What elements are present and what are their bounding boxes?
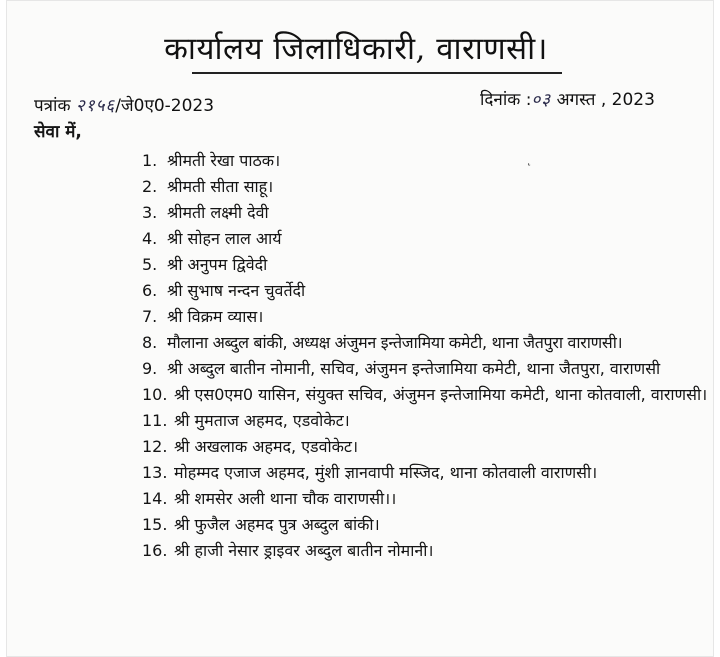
date-prefix: दिनांक : bbox=[480, 90, 532, 110]
document-page bbox=[6, 0, 714, 657]
list-item-number: 5. bbox=[142, 255, 158, 274]
list-item bbox=[142, 408, 708, 434]
list-item-number: 15. bbox=[142, 515, 168, 534]
list-item bbox=[142, 538, 708, 564]
list-item bbox=[142, 512, 708, 538]
list-item-text: श्रीमती सीता साहू। bbox=[167, 177, 274, 196]
list-item-text: श्रीमती रेखा पाठक। bbox=[167, 151, 281, 170]
list-item-number: 6. bbox=[142, 281, 158, 300]
list-item-number: 13. bbox=[142, 463, 168, 482]
salutation: सेवा में, bbox=[34, 122, 82, 142]
list-item bbox=[142, 148, 708, 174]
list-item-number: 10. bbox=[142, 385, 168, 404]
list-item-text: श्रीमती लक्ष्मी देवी bbox=[167, 203, 269, 222]
list-item bbox=[142, 356, 708, 382]
list-item bbox=[142, 200, 708, 226]
list-item-text: श्री सोहन लाल आर्य bbox=[167, 229, 282, 248]
list-item bbox=[142, 226, 708, 252]
list-item-number: 7. bbox=[142, 307, 158, 326]
list-item-text: मोहम्मद एजाज अहमद, मुंशी ज्ञानवापी मस्जिद, थाना कोतवाली वाराणसी। bbox=[174, 463, 598, 482]
list-item-text: श्री एस0एम0 यासिन, संयुक्त सचिव, अंजुमन इन्तेजामिया कमेटी, थाना कोतवाली, वाराणसी। bbox=[174, 385, 708, 404]
list-item-number: 9. bbox=[142, 359, 158, 378]
date-handwritten: ०३ bbox=[531, 90, 552, 110]
list-item-number: 2. bbox=[142, 177, 158, 196]
list-item-text: श्री शमसेर अली थाना चौक वाराणसी।। bbox=[174, 489, 397, 508]
letter-number bbox=[34, 95, 214, 117]
list-item-number: 16. bbox=[142, 541, 168, 560]
letter-number-prefix: पत्रांक bbox=[34, 96, 71, 116]
list-item-text: श्री सुभाष नन्दन चुवर्तेदी bbox=[167, 281, 306, 300]
list-item bbox=[142, 174, 708, 200]
list-item-text: श्री हाजी नेसार ड्राइवर अब्दुल बातीन नोमानी। bbox=[174, 541, 434, 560]
list-item-number: 1. bbox=[142, 151, 158, 170]
list-item-text: श्री फुजैल अहमद पुत्र अब्दुल बांकी। bbox=[174, 515, 380, 534]
recipient-list bbox=[142, 148, 708, 564]
list-item bbox=[142, 486, 708, 512]
letter-number-handwritten: २१५६ bbox=[75, 96, 116, 116]
list-item-number: 14. bbox=[142, 489, 168, 508]
list-item bbox=[142, 278, 708, 304]
list-item-text: श्री अखलाक अहमद, एडवोकेट। bbox=[174, 437, 359, 456]
list-item bbox=[142, 382, 708, 408]
list-item-text: श्री अब्दुल बातीन नोमानी, सचिव, अंजुमन इन्तेजामिया कमेटी, थाना जैतपुरा, वाराणसी bbox=[167, 359, 661, 378]
title-underline bbox=[192, 72, 562, 74]
letter-date bbox=[480, 89, 655, 111]
list-item-number: 12. bbox=[142, 437, 168, 456]
list-item-text: मौलाना अब्दुल बांकी, अध्यक्ष अंजुमन इन्तेजामिया कमेटी, थाना जैतपुरा वाराणसी। bbox=[167, 333, 623, 352]
list-item-number: 11. bbox=[142, 411, 168, 430]
list-item bbox=[142, 252, 708, 278]
list-item bbox=[142, 434, 708, 460]
list-item-number: 3. bbox=[142, 203, 158, 222]
list-item bbox=[142, 304, 708, 330]
list-item bbox=[142, 460, 708, 486]
list-item-text: श्री विक्रम व्यास। bbox=[167, 307, 264, 326]
letter-number-suffix: /जे0ए0-2023 bbox=[115, 96, 215, 116]
date-suffix: अगस्त , 2023 bbox=[556, 90, 655, 110]
office-title: कार्यालय जिलाधिकारी, वाराणसी। bbox=[164, 31, 548, 67]
list-item-number: 4. bbox=[142, 229, 158, 248]
stray-mark: ˛ bbox=[526, 152, 532, 166]
list-item bbox=[142, 330, 708, 356]
list-item-text: श्री अनुपम द्विवेदी bbox=[167, 255, 268, 274]
list-item-text: श्री मुमताज अहमद, एडवोकेट। bbox=[174, 411, 350, 430]
list-item-number: 8. bbox=[142, 333, 158, 352]
